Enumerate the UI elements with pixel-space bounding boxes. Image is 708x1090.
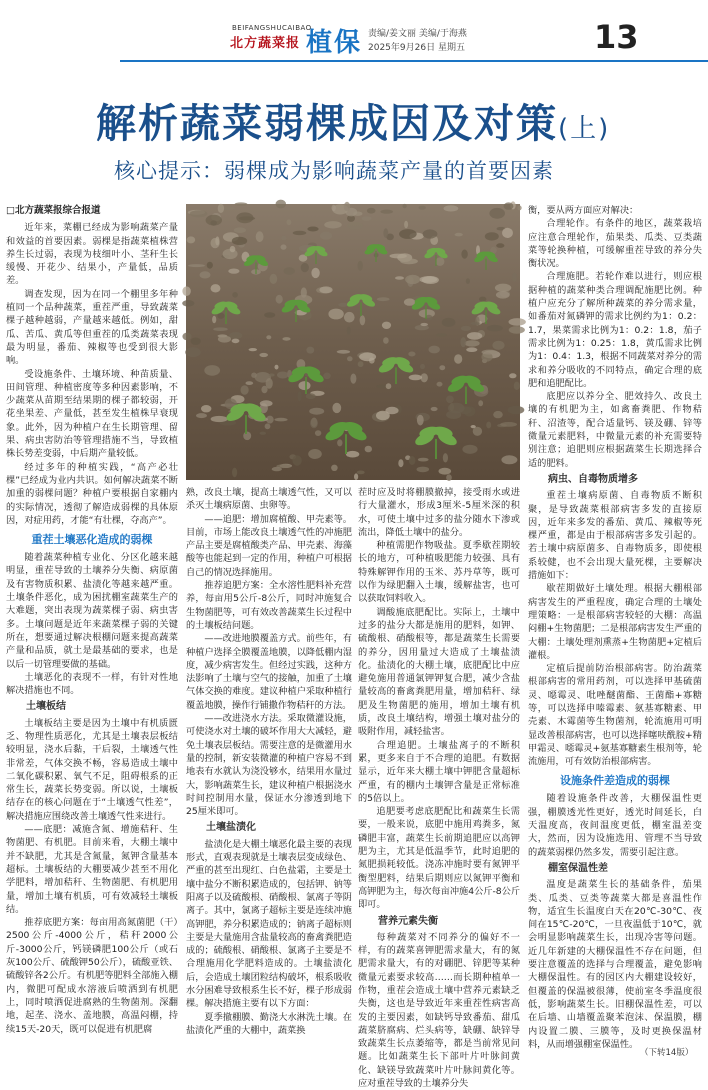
seedling-field-photo xyxy=(186,204,520,480)
article-column-2 xyxy=(186,486,352,1037)
headline-subtitle: 核心提示：弱棵成为影响蔬菜产量的首要因素 xyxy=(114,159,554,183)
column-body xyxy=(358,486,520,1090)
field-photo xyxy=(186,204,520,480)
subheading: 营养元素失衡 xyxy=(378,915,438,927)
brand-logo: 北方蔬菜报 xyxy=(230,36,301,51)
paragraph: 随着蔬菜种植专业化、分区化越来越明显，重茬导致的土壤养分失衡、病原菌及有害物质积累、盐渍化等越来越严重。土壤条件恶化，成为困扰棚室蔬菜生产的大难题，突出表现为蔬菜棵子弱、病虫害多。土壤问题是近年来蔬菜棵子弱的关键所在，想要通过解决根棚问题来提高蔬菜产量和品质，就土是最基础的要求，也是以后一切管理要做的基础。 xyxy=(6,552,178,670)
paragraph: 温度是蔬菜生长的基础条件，茄果类、瓜类、豆类等蔬菜大都是喜温性作物，适宜生长温度白天在20℃-30℃、夜间在15℃-20℃，一旦夜温低于10℃，就会明显影响蔬菜生长，出现冷害等问题。近几年新建的大棚保温性不存在问题，但要注意覆盖的选择与合理覆盖，避免影响大棚保温性。有的园区内大棚建设较好，但覆盖的保温被很薄，使前室冬季温度很低，影响蔬菜生长。旧棚保温性差，可以在后墙、山墙覆盖聚苯泡沫、保温膜，棚内设置二膜、三膜等，及时更换保温材料，从而增强棚室保温性。 xyxy=(528,879,702,1050)
article-column-4 xyxy=(528,204,702,1051)
subheading: 病虫、自毒物质增多 xyxy=(548,473,638,485)
paragraph: 经过多年的种植实践，“高产必壮棵”已经成为业内共识。如何解决蔬菜不断加重的弱棵问题？种植户要根据自家棚内的实际情况，透彻了解造成弱棵的具体原因，对症用药，才能“有壮棵，夺高产”。 xyxy=(6,461,178,526)
headline-main: 解析蔬菜弱棵成因及对策 xyxy=(96,101,558,147)
paragraph: 追肥要考虑底肥配比和蔬菜生长需要，一般来说，底肥中施用鸡粪多，氮磷肥丰富，蔬菜生长前期追肥应以高钾肥为主，尤其是低温季节，此时追肥的氮肥损耗较低。浇冻冲施时要有氮钾平衡型肥料，结果后期则应以氮钾平衡和高钾肥为主，每次每亩冲施4公斤-8公斤即可。 xyxy=(358,806,521,911)
section-title: 植保 xyxy=(306,28,363,58)
subheading: 棚室保温性差 xyxy=(548,862,608,874)
paragraph: 盐渍化是大棚土壤恶化最主要的表现形式，直观表现就是土壤表层变成绿色、严重的甚至出现红、白色盐霜，主要是土壤中盐分不断积累造成的，包括钾、钠等阳离子以及硫酸根、硝酸根、氯离子等阴离子。其中，氯离子超标主要是连续冲施高钾肥，养分积累造成的；钠离子超标则主要是大量施用含盐量较高的畜禽粪肥造成的；硫酸根、硝酸根、氯离子主要是不合理施用化学肥料造成的。土壤盐渍化后，会造成土壤团粒结构破坏，根系吸收水分困难导致根系生长不好，棵子形成弱棵。解决措施主要有以下方面： xyxy=(186,838,352,1010)
subheading: 土壤盐渍化 xyxy=(206,822,256,834)
paragraph: ——追肥：增加腐植酸、甲壳素等。目前，市场上能改良土壤透气性的冲施肥产品主要是腐植酸类产品、甲壳素、海藻酸等也能起到一定的作用，种植户可根据自己的情况选择施用。 xyxy=(186,513,352,578)
paragraph: 底肥应以养分全、肥效持久、改良土壤的有机肥为主，如禽畜粪肥、作物秸秆、沼渣等，配合适量钙、镁及硼、锌等微量元素肥料，中微量元素的补充需要特别注意；追肥则应根据蔬菜生长期选择合适的肥料。 xyxy=(528,391,702,469)
headline-title xyxy=(96,100,636,153)
paragraph: 歇茬期做好土壤处理。根据大棚根部病害发生的严重程度，确定合理的土壤处理策略：一是根部病害较轻的大棚：高温闷棚+生物菌肥；二是根部病害发生严重的大棚：土壤处理剂熏蒸+生物菌肥+定植后灌根。 xyxy=(528,583,702,661)
date-line: 2025年9月26日 星期五 xyxy=(368,43,465,53)
paragraph: 合理轮作。有条件的地区，蔬菜栽培应注意合理轮作，茄果类、瓜类、豆类蔬菜等轮换种植，可缓解重茬导致的养分失衡状况。 xyxy=(528,218,702,270)
paragraph: 夏季撤棚膜、勤浇大水淋洗土壤。在盐渍化严重的大棚中，蔬菜换 xyxy=(186,1011,352,1036)
paragraph: 调酸施底肥配比。实际上，土壤中过多的盐分大都是施用的肥料，如钾、硫酸根、硝酸根等，都是蔬菜生长需要的养分，因用量过大造成了土壤盐渍化。盐渍化的大棚土壤，底肥配比中应避免施用普通氯钾钾复合肥，减少含盐量较高的畜禽粪肥用量，增加秸秆、绿肥及生物菌肥的施用，增加土壤有机质，改良土壤结构，增强土壤对盐分的吸附作用，减轻盐害。 xyxy=(358,606,520,738)
paragraph: 每种蔬菜对不同养分的偏好不一样，有的蔬菜喜钾肥需求量大，有的氮肥需求量大，有的对硼肥、锌肥等某种微量元素要求较高……而长期种植单一作物，重茬会造成土壤中营养元素缺乏失衡，这也是导致近年来重茬性病害高发的主要因素，如缺钙导致番茄、甜瓜蔬菜脐腐病、烂头病等，缺硼、缺锌导致蔬菜生长点萎缩等，都是当前常见问题。比如蔬菜生长下部叶片叶脉间黄化、缺镁导致蔬菜叶片叶脉间黄化等。应对重茬导致的土壤养分失 xyxy=(358,931,520,1090)
section-heading: 重茬土壤恶化造成的弱棵 xyxy=(31,533,153,547)
column-body xyxy=(528,204,702,1051)
paragraph: 土壤板结主要是因为土壤中有机质匮乏、物理性质恶化，尤其是土壤表层板结较明显，浇水后黏，干后裂，土壤透气性非常差，气体交换不畅，容易造成土壤中二氧化碳积累、氧气不足，阻碍根系的正常生长，蔬菜长势变弱。所以说，土壤板结存在的核心问题在于“土壤透气性差”，解决措施应围绕改善土壤透气性来进行。 xyxy=(6,717,178,822)
article-column-3 xyxy=(358,486,520,1090)
paragraph: 合理施肥。若轮作难以进行，则应根据种植的蔬菜种类合理调配施肥比例。种植户应充分了解所种蔬菜的养分需求量，如番茄对氮磷钾的需求比例约为1：0.2：1.7，果菜需求比例为1：0.2：1.8，茄子需求比例为1：0.25：1.8，黄瓜需求比例为1：0.4：1.3，根据不同蔬菜对养分的需求和养分吸收的不同特点，确定合理的底肥和追肥配比。 xyxy=(528,271,702,389)
paragraph: 合理追肥。土壤盐离子的不断积累，更多来自于不合理的追肥。有数据显示，近年来大棚土壤中钾肥含量超标严重，有的棚内土壤钾含量是正常标准的5倍以上。 xyxy=(358,739,520,804)
paragraph: 调查发现，因为在同一个棚里多年种植同一个品种蔬菜，重茬严重，导致蔬菜棵子越种越弱，产量越来越低。例如，甜瓜、苦瓜、黄瓜等但重茬的瓜类蔬菜表现最为明显，番茄、辣椒等也受到很大影响。 xyxy=(6,288,178,367)
masthead-rule xyxy=(120,60,708,62)
paragraph: ——改进地膜覆盖方式。前些年，有种植户选择全膜覆盖地膜，以降低棚内湿度，减少病害发生。但经过实践，这种方法影响了土壤与空气的接触，加重了土壤气体交换的难度。建议种植户采取种植行覆盖地膜，操作行铺撒作物秸秆的方法。 xyxy=(186,633,352,711)
paragraph: 推荐底肥方案：每亩用高氮菌肥（干）2500公斤-4000公斤，秸秆2000公斤-3000公斤，钙镁磷肥100公斤（或石灰100公斤、硫酸钾50公斤），硫酸亚铁、硫酸锌各2公斤。有机肥等肥料全部施入棚内，微肥可配成水溶液后喷洒到有机肥上，同时喷洒促进腐熟的生物菌剂。深翻地，起垄、浇水、盖地膜，高温闷棚，持续15天-20天，既可以促进有机肥腐 xyxy=(6,917,178,1035)
paragraph: 随着设施条件改善，大棚保温性更强，棚膜透光性更好，透光时间延长，白天温度高，夜间温度更低，棚室温差变大，然而，因为设施选用、管理不当导致的蔬菜弱棵仍然多发，需要引起注意。 xyxy=(528,793,702,858)
brand-english: BEIFANGSHUCAIBAO xyxy=(232,24,312,32)
masthead xyxy=(0,0,708,62)
paragraph: 种植需肥作物吸盐。夏季歇茬期较长的地方，可种植吸肥能力较强、具有特殊解钾作用的玉米、苏丹草等，既可以作为绿肥翻入土壤，缓解盐害，也可以获取饲料收入。 xyxy=(358,540,520,605)
paragraph: 土壤恶化的表现不一样，有针对性地解决措施也不同。 xyxy=(6,671,178,697)
paragraph: 茬时应及时将棚膜撤掉，接受雨水或进行大量灌水，形成3厘米-5厘米深的积水，可使土壤中过多的盐分随水下渗或流出，降低土壤中的盐分。 xyxy=(358,487,520,538)
article-column-1 xyxy=(6,204,178,1036)
paragraph: 受设施条件、土壤环境、种苗质量、田间管理、种植密度等多种因素影响，不少蔬菜从苗期至结果期的棵子都较弱，开花坐果差、产量低，甚至发生植株早衰现象。此外，因为种植户在生长期管理、留果、病虫害防治等管理措施不当，导致植株长势差变弱，中后期产量较低。 xyxy=(6,368,178,460)
paragraph: 重茬土壤病原菌、自毒物质不断积聚，是导致蔬菜根部病害多发的直接原因，近年来多发的番茄、黄瓜、辣椒等死棵严重，都是由于根部病害多发引起的。若土壤中病原菌多、自毒物质多，即使根系较健，也不会出现大量死棵，主要解决措施如下： xyxy=(528,490,702,582)
subheading: 土壤板结 xyxy=(26,701,66,713)
headline-block xyxy=(96,100,636,185)
paragraph: 衡，要从两方面应对解决： xyxy=(528,205,639,216)
editor-line: 责编/姜文丽 美编/于海燕 xyxy=(368,29,467,39)
headline-part: (上) xyxy=(558,114,611,144)
paragraph: 近年来，菜棚已经成为影响蔬菜产量和效益的首要因素。弱棵是指蔬菜植株营养生长过弱，表现为枝细叶小、茎秆生长缓慢、开花少、结果小，产量低，品质差。 xyxy=(6,222,178,287)
page-number: 13 xyxy=(594,18,639,56)
paragraph: 定植后提前防治根部病害。防治蔬菜根部病害的常用药剂，可以选择甲基硫菌灵、噁霉灵、吡唑醚菌酯、王菌酯+寡糖等，可以选择申嗪霉素、氨基寡糖素、甲壳素、木霉菌等生物菌剂，轮流施用可明显改善根部病害，也可以选择噻呋酰胺+精甲霜灵、噁霉灵+氨基寡糖素生根剂等，轮流施用，可有效防治根部病害。 xyxy=(528,663,702,768)
column-body xyxy=(186,486,352,1037)
byline: □北方蔬菜报综合报道 xyxy=(6,205,101,216)
column-body xyxy=(6,221,178,1036)
paragraph: ——底肥：减施含氮、增施秸秆、生物菌肥、有机肥。目前来看，大棚土壤中并不缺肥，尤其是含氮量，氮钾含量基本超标。土壤板结的大棚要减少甚至不用化学肥料，增加秸秆、生物菌肥、有机肥用量，增加土壤有机质，可有效减轻土壤板结。 xyxy=(6,824,178,915)
paragraph: 推荐追肥方案：全水溶性肥料补充营养，每亩用5公斤-8公斤，同时冲施复合生物菌肥等，可有效改善蔬菜生长过程中的土壤板结问题。 xyxy=(186,580,352,631)
section-heading: 设施条件差造成的弱棵 xyxy=(560,774,670,788)
paragraph: 熟，改良土壤，提高土壤透气性，又可以杀灭土壤病原菌、虫卵等。 xyxy=(186,487,352,512)
continued-note: （下转14版） xyxy=(640,1048,694,1058)
paragraph: ——改进浇水方法。采取微灌设施，可使浇水对土壤的破坏作用大大减轻，避免土壤表层板结。需要注意的是微灌用水量的控制，新安装微灌的种植户容易不到地表有水就认为浇没够水，结果用水量过大，影响蔬菜生长，建议种植户根据浇水时间控制用水量，保证水分渗透到地下25厘米即可。 xyxy=(186,713,352,818)
